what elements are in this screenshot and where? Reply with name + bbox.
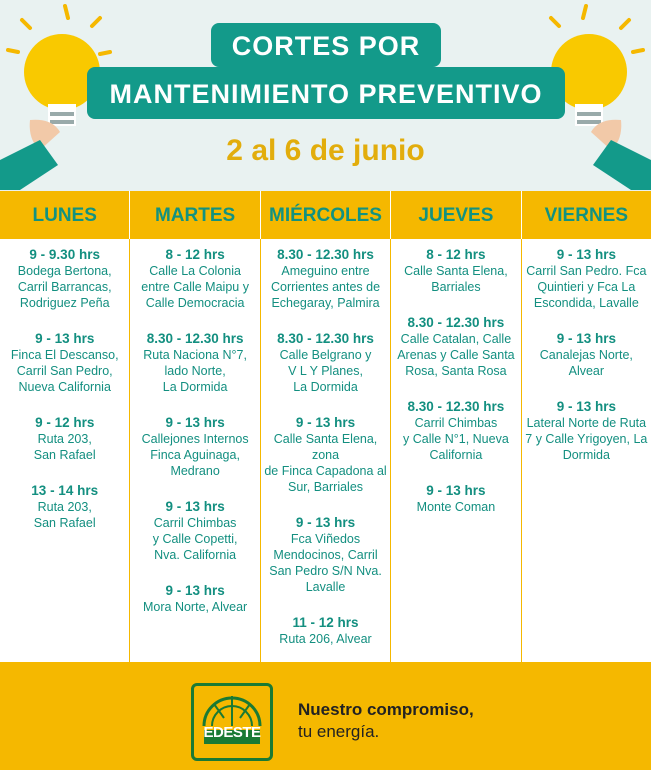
column-monday bbox=[0, 239, 130, 662]
entry-place: Canalejas Norte, Alvear bbox=[539, 348, 633, 378]
entry-time: 9 - 13 hrs bbox=[295, 415, 356, 430]
column-wednesday bbox=[261, 239, 391, 662]
entry-time: 8.30 - 12.30 hrs bbox=[277, 247, 374, 262]
entry-place: Calle Santa Elena, zona de Finca Capadona al Sur, Barriales bbox=[264, 432, 387, 494]
schedule-entry bbox=[391, 399, 520, 463]
entry-time: 9 - 13 hrs bbox=[165, 499, 225, 514]
logo-text: EDESTE bbox=[203, 724, 261, 741]
footer bbox=[0, 662, 651, 770]
entry-place: Ruta 203, San Rafael bbox=[33, 500, 96, 530]
column-friday bbox=[522, 239, 651, 662]
entry-place: Bodega Bertona, Carril Barrancas, Rodriguez Peña bbox=[17, 264, 112, 310]
schedule-entry bbox=[391, 247, 520, 295]
date-range: 2 al 6 de junio bbox=[226, 134, 425, 167]
entry-time: 9 - 13 hrs bbox=[295, 515, 356, 530]
entry-time: 9 - 9.30 hrs bbox=[29, 247, 100, 262]
entry-place: Fca Viñedos Mendocinos, Carril San Pedro S/N Nva. Lavalle bbox=[269, 532, 382, 594]
schedule-entry bbox=[0, 415, 129, 463]
entry-time: 9 - 13 hrs bbox=[556, 331, 616, 346]
schedule-entry bbox=[0, 331, 129, 395]
day-friday: VIERNES bbox=[544, 205, 629, 226]
day-thursday: JUEVES bbox=[391, 191, 521, 239]
schedule-entry bbox=[130, 583, 259, 615]
column-thursday bbox=[391, 239, 521, 662]
schedule-entry bbox=[261, 515, 390, 595]
entry-place: Calle Belgrano y V L Y Planes, La Dormida bbox=[279, 348, 372, 394]
entry-place: Mora Norte, Alvear bbox=[143, 600, 248, 614]
day-wednesday: MIÉRCOLES bbox=[261, 191, 391, 239]
entry-time: 9 - 13 hrs bbox=[556, 247, 616, 262]
entry-time: 8 - 12 hrs bbox=[426, 247, 486, 262]
title-line1: CORTES POR bbox=[211, 23, 441, 67]
title-line2: MANTENIMIENTO PREVENTIVO bbox=[87, 67, 565, 119]
schedule-entry bbox=[130, 247, 259, 311]
entry-time: 9 - 13 hrs bbox=[165, 415, 225, 430]
schedule-grid bbox=[0, 239, 651, 662]
entry-place: Ruta 206, Alvear bbox=[279, 632, 372, 646]
entry-place: Lateral Norte de Ruta 7 y Calle Yrigoyen, La Dormida bbox=[525, 416, 648, 462]
header bbox=[0, 0, 651, 190]
tagline-line1: Nuestro compromiso, bbox=[298, 700, 474, 719]
entry-place: Calle Santa Elena, Barriales bbox=[404, 264, 508, 294]
schedule-entry bbox=[261, 415, 390, 495]
day-tuesday: MARTES bbox=[130, 191, 260, 239]
schedule-entry bbox=[261, 247, 390, 311]
column-tuesday bbox=[130, 239, 260, 662]
schedule-entry bbox=[130, 415, 259, 479]
schedule-entry bbox=[0, 247, 129, 311]
entry-time: 8.30 - 12.30 hrs bbox=[407, 315, 505, 330]
day-header-row bbox=[0, 191, 651, 239]
entry-time: 8.30 - 12.30 hrs bbox=[407, 399, 505, 414]
entry-time: 9 - 13 hrs bbox=[165, 583, 225, 598]
entry-time: 8 - 12 hrs bbox=[165, 247, 225, 262]
title bbox=[87, 23, 565, 118]
entry-time: 9 - 13 hrs bbox=[556, 399, 616, 414]
schedule-entry bbox=[0, 483, 129, 531]
entry-time: 9 - 12 hrs bbox=[35, 415, 95, 430]
entry-place: Carril Chimbas y Calle Copetti, Nva. California bbox=[152, 516, 238, 562]
schedule-entry bbox=[130, 331, 259, 395]
entry-place: Callejones Internos Finca Aguinaga, Medrano bbox=[141, 432, 249, 478]
day-monday: LUNES bbox=[0, 191, 130, 239]
entry-place: Ruta 203, San Rafael bbox=[33, 432, 96, 462]
entry-place: Carril San Pedro. Fca Quintieri y Fca La Escondida, Lavalle bbox=[526, 264, 647, 310]
entry-time: 13 - 14 hrs bbox=[31, 483, 99, 498]
entry-place: Finca El Descanso, Carril San Pedro, Nueva California bbox=[10, 348, 119, 394]
entry-place: Ruta Naciona N°7, lado Norte, La Dormida bbox=[143, 348, 247, 394]
entry-place: Monte Coman bbox=[416, 500, 496, 514]
schedule-entry bbox=[130, 499, 259, 563]
entry-place: Carril Chimbas y Calle N°1, Nueva California bbox=[403, 416, 509, 462]
schedule-entry bbox=[261, 331, 390, 395]
schedule-entry bbox=[522, 331, 651, 379]
entry-time: 8.30 - 12.30 hrs bbox=[146, 331, 244, 346]
entry-time: 11 - 12 hrs bbox=[292, 615, 359, 630]
entry-time: 9 - 13 hrs bbox=[35, 331, 95, 346]
schedule-entry bbox=[261, 615, 390, 647]
entry-place: Calle La Colonia entre Calle Maipu y Calle Democracia bbox=[141, 264, 249, 310]
tagline-line2: tu energía. bbox=[298, 722, 380, 741]
entry-place: Calle Catalan, Calle Arenas y Calle Santa Rosa, Santa Rosa bbox=[397, 332, 515, 378]
edeste-logo bbox=[191, 683, 273, 761]
schedule-entry bbox=[522, 399, 651, 463]
entry-place: Ameguino entre Corrientes antes de Echegaray, Palmira bbox=[270, 264, 381, 310]
schedule-entry bbox=[522, 247, 651, 311]
entry-time: 8.30 - 12.30 hrs bbox=[277, 331, 374, 346]
schedule-entry bbox=[391, 483, 520, 515]
entry-time: 9 - 13 hrs bbox=[426, 483, 486, 498]
sun-arc-icon bbox=[194, 688, 270, 728]
schedule-entry bbox=[391, 315, 520, 379]
